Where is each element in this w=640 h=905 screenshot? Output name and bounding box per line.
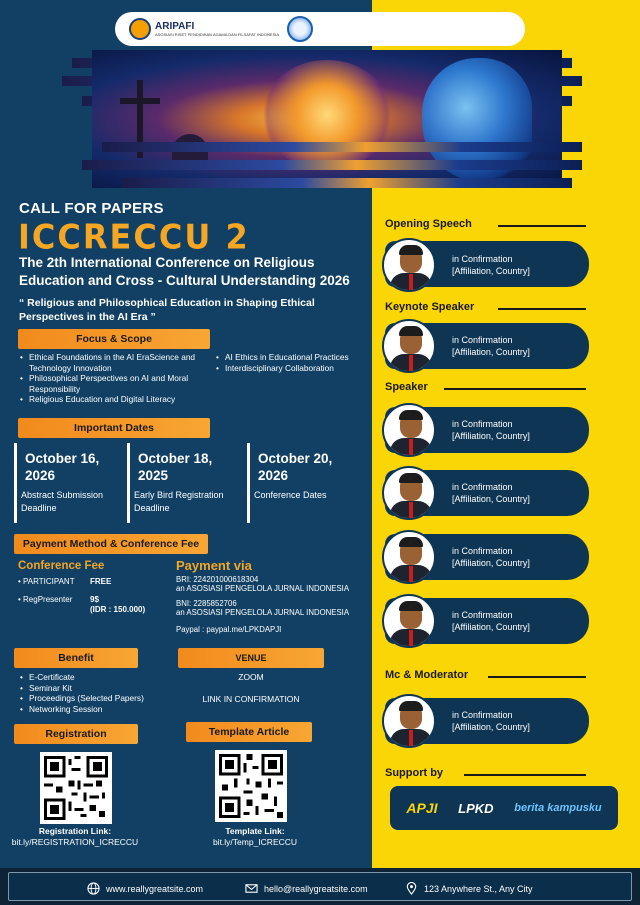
list-item: • Religious Education and Digital Literacy — [20, 394, 218, 405]
speaker-avatar — [382, 319, 436, 373]
focus-list-right — [216, 352, 366, 373]
footer-email[interactable] — [245, 882, 368, 895]
speaker-avatar — [382, 694, 436, 748]
mc-moderator-heading: Mc & Moderator — [385, 669, 469, 681]
important-dates-label: Important Dates — [18, 418, 210, 438]
website-text: www.reallygreatsite.com — [106, 883, 204, 894]
speaker-avatar — [382, 466, 436, 520]
venue-mode: ZOOM — [238, 672, 264, 682]
speaker-avatar — [382, 594, 436, 648]
list-item: • Ethical Foundations in the AI EraScience and Technology Innovation — [20, 352, 218, 373]
speaker-info: in Confirmation [Affiliation, Country] — [452, 335, 530, 358]
fee-value: 9$ (IDR : 150.000) — [90, 595, 146, 615]
berita-kampusku-logo: berita kampusku — [514, 802, 602, 814]
list-item: • Interdisciplinary Collaboration — [216, 363, 366, 374]
speaker-avatar — [382, 238, 436, 292]
list-item: • Seminar Kit — [20, 683, 170, 694]
glowing-brain-illustration — [262, 60, 392, 170]
call-for-papers-heading: CALL FOR PAPERS — [19, 200, 164, 217]
fee-row-presenter — [18, 595, 146, 615]
logo-bar — [115, 12, 525, 46]
registration-link[interactable]: bit.ly/REGISTRATION_ICRECCU — [11, 837, 139, 848]
date-item — [14, 443, 129, 523]
opening-speech-heading: Opening Speech — [385, 218, 472, 230]
date-value: October 16, 2026 — [25, 451, 100, 483]
globe-icon — [87, 882, 100, 895]
template-link[interactable]: bit.ly/Temp_ICRECCU — [212, 837, 298, 848]
address-text: 123 Anywhere St., Any City — [424, 883, 533, 894]
list-item: • Networking Session — [20, 704, 170, 715]
registration-link-label: Registration Link: — [38, 826, 112, 836]
fee-row-participant — [18, 577, 112, 586]
hero-banner — [62, 50, 582, 190]
benefit-label: Benefit — [14, 648, 138, 668]
speaker-info: in Confirmation [Affiliation, Country] — [452, 254, 530, 277]
payment-fee-label: Payment Method & Conference Fee — [14, 534, 208, 554]
date-item — [127, 443, 249, 523]
location-pin-icon — [405, 882, 418, 895]
date-value: October 18, 2025 — [138, 451, 213, 483]
conference-acronym: ICCRECCU 2 — [18, 217, 250, 257]
mail-icon — [245, 882, 258, 895]
speaker-heading: Speaker — [385, 381, 428, 393]
template-link-caption — [180, 826, 330, 849]
focus-list-left — [20, 352, 218, 405]
date-description: Early Bird Registration Deadline — [134, 490, 224, 514]
payment-via-heading: Payment via — [176, 558, 252, 573]
venue-label: VENUE — [178, 648, 324, 668]
keynote-speaker-heading: Keynote Speaker — [385, 301, 475, 313]
focus-scope-label: Focus & Scope — [18, 329, 210, 349]
bri-account: BRI: 224201000618304 an ASOSIASI PENGELOLA JURNAL INDONESIA — [176, 575, 350, 593]
venue-link: LINK IN CONFIRMATION — [202, 694, 300, 704]
list-item: • Philosophical Perspectives on AI and Moral Responsibility — [20, 373, 218, 394]
ipeel-logo-icon — [287, 16, 313, 42]
footer — [0, 868, 640, 905]
conference-fee-heading: Conference Fee — [18, 560, 105, 572]
list-item: • E-Certificate — [20, 672, 170, 683]
date-value: October 20, 2026 — [258, 451, 333, 483]
date-description: Abstract Submission Deadline — [21, 490, 104, 514]
email-text: hello@reallygreatsite.com — [264, 883, 368, 894]
aripafi-logo — [129, 18, 279, 40]
date-description: Conference Dates — [254, 490, 327, 500]
registration-qr-code[interactable] — [40, 752, 112, 824]
speaker-avatar — [382, 530, 436, 584]
speaker-avatar — [382, 403, 436, 457]
list-item: • AI Ethics in Educational Practices — [216, 352, 366, 363]
speaker-info: in Confirmation [Affiliation, Country] — [452, 419, 530, 442]
fee-key: • PARTICIPANT — [18, 577, 75, 586]
registration-label: Registration — [14, 724, 138, 744]
bni-account: BNI: 2285852706 an ASOSIASI PENGELOLA JURNAL INDONESIA — [176, 599, 350, 617]
fee-key: • RegPresenter — [18, 595, 73, 604]
lpkd-logo: LPKD — [458, 800, 494, 816]
registration-link-caption — [0, 826, 150, 849]
support-logos — [390, 786, 618, 830]
aripafi-name: ARIPAFI — [155, 20, 195, 32]
date-item — [247, 443, 367, 523]
speaker-info: in Confirmation [Affiliation, Country] — [452, 546, 530, 569]
speaker-info: in Confirmation [Affiliation, Country] — [452, 710, 530, 733]
paypal-link[interactable]: Paypal : paypal.me/LPKDAPJI — [176, 625, 282, 634]
footer-website[interactable] — [87, 882, 203, 895]
speaker-info: in Confirmation [Affiliation, Country] — [452, 482, 530, 505]
template-label: Template Article — [186, 722, 312, 742]
template-qr-code[interactable] — [215, 750, 287, 822]
speaker-info: in Confirmation [Affiliation, Country] — [452, 610, 530, 633]
benefit-list — [20, 672, 170, 714]
aripafi-subtitle: ASOSIASI RISET PENDIDIKAN AGAMA DAN FILSAFAT INDONESIA — [155, 31, 280, 37]
apji-logo: APJI — [406, 800, 438, 816]
conference-title: The 2th International Conference on Religious Education and Cross - Cultural Understanding 2026 — [19, 255, 350, 288]
footer-address — [405, 882, 533, 895]
list-item: • Proceedings (Selected Papers) — [20, 693, 170, 704]
support-heading: Support by — [385, 767, 444, 779]
aripafi-emblem-icon — [129, 18, 151, 40]
template-link-label: Template Link: — [225, 826, 285, 836]
fee-value: FREE — [90, 577, 112, 586]
conference-theme: “ Religious and Philosophical Education in Shaping Ethical Perspectives in the AI Era ” — [19, 297, 315, 324]
